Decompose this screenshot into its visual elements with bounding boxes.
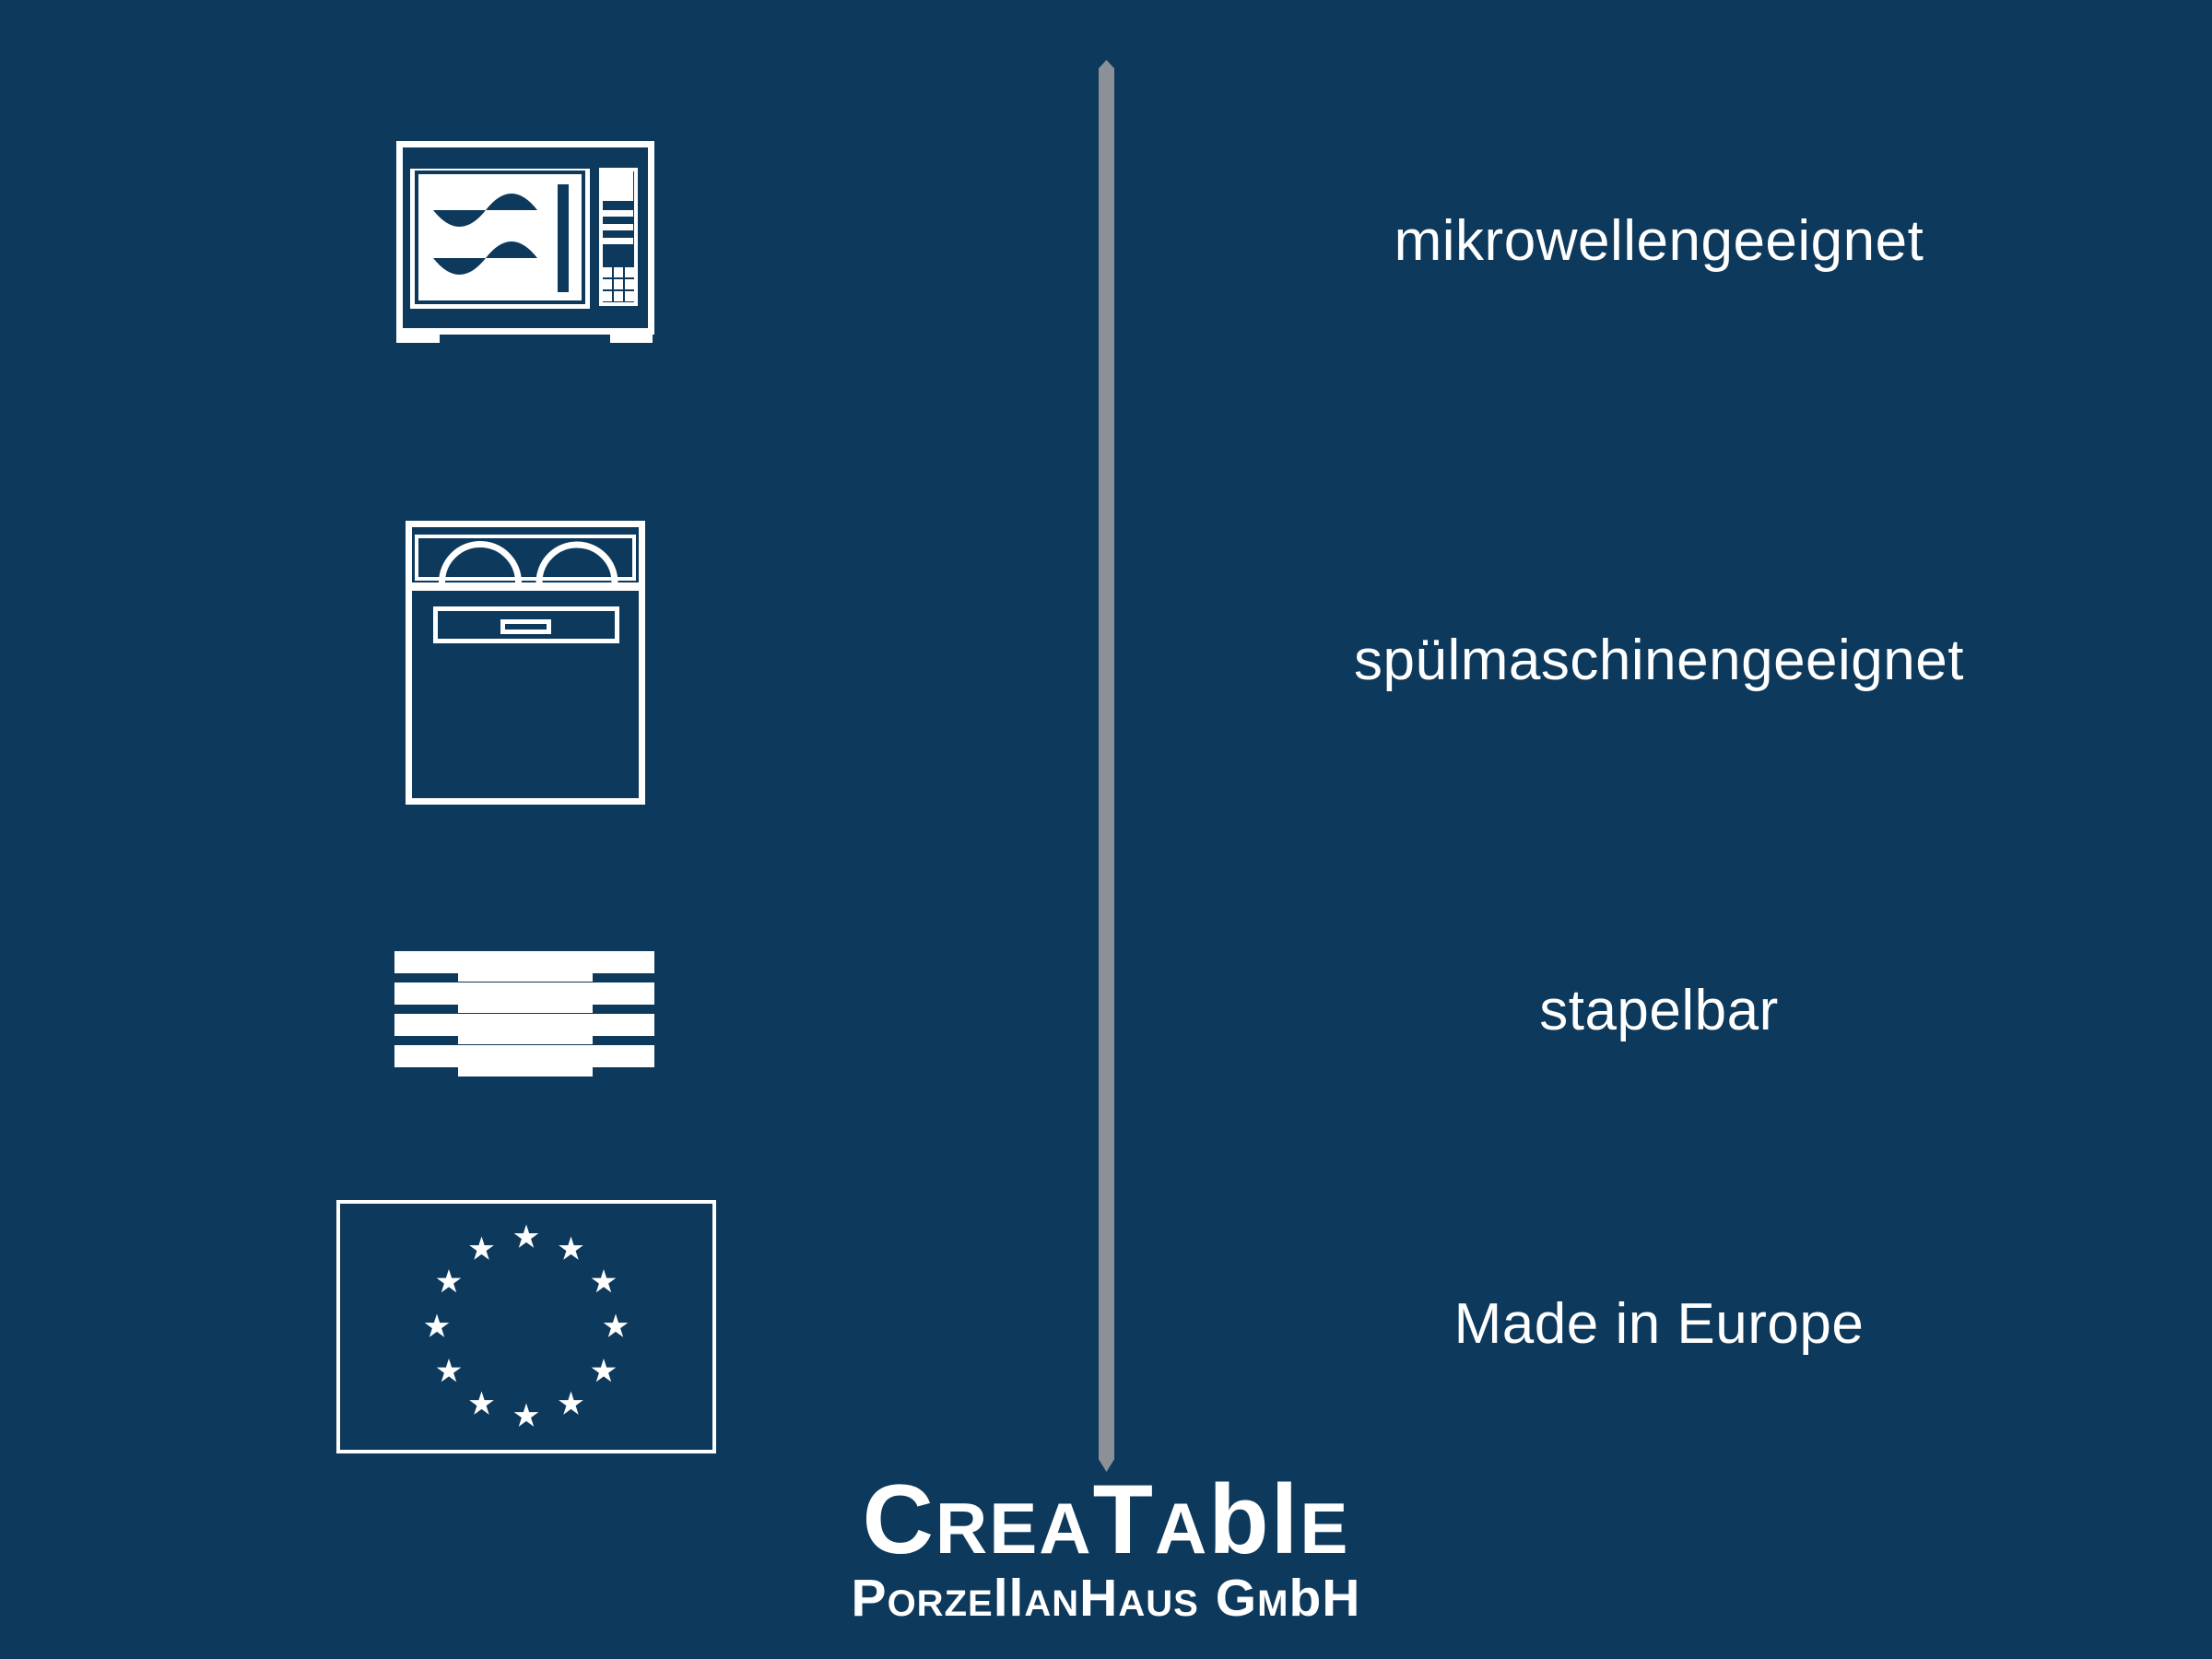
label-microwave-safe: mikrowellengeeignet [1394, 209, 1924, 273]
logo-part: T [1092, 1464, 1155, 1574]
logo-part: bl [1208, 1464, 1300, 1574]
label-dishwasher-safe: spülmaschinengeeignet [1354, 629, 1964, 692]
divider-line [1099, 60, 1114, 1472]
brand-logo [830, 1464, 1382, 1628]
label-made-in-europe: Made in Europe [1453, 1292, 1865, 1356]
logo-part: A [1154, 1488, 1209, 1569]
logo-part: P [851, 1569, 888, 1628]
logo-part: H [1079, 1569, 1119, 1628]
logo-part: REA [935, 1488, 1093, 1569]
label-stackable: stapelbar [1539, 979, 1779, 1042]
logo-part: G [1215, 1569, 1258, 1628]
logo-part: E [1300, 1488, 1350, 1569]
logo-part: AN [1024, 1583, 1080, 1624]
dishwasher-icon [401, 516, 650, 809]
microwave-icon [392, 138, 659, 348]
brand-logo-name [830, 1464, 1382, 1576]
logo-part: ll [993, 1569, 1025, 1628]
logo-part: b [1288, 1569, 1323, 1628]
stacked-plates-icon [394, 950, 655, 1077]
logo-part: H [1322, 1569, 1361, 1628]
logo-part: ORZE [887, 1583, 994, 1624]
brand-logo-company [830, 1569, 1382, 1628]
eu-flag-icon [336, 1200, 716, 1453]
logo-part: C [862, 1464, 935, 1574]
logo-part: M [1257, 1583, 1289, 1624]
logo-part: AUS [1118, 1583, 1199, 1624]
